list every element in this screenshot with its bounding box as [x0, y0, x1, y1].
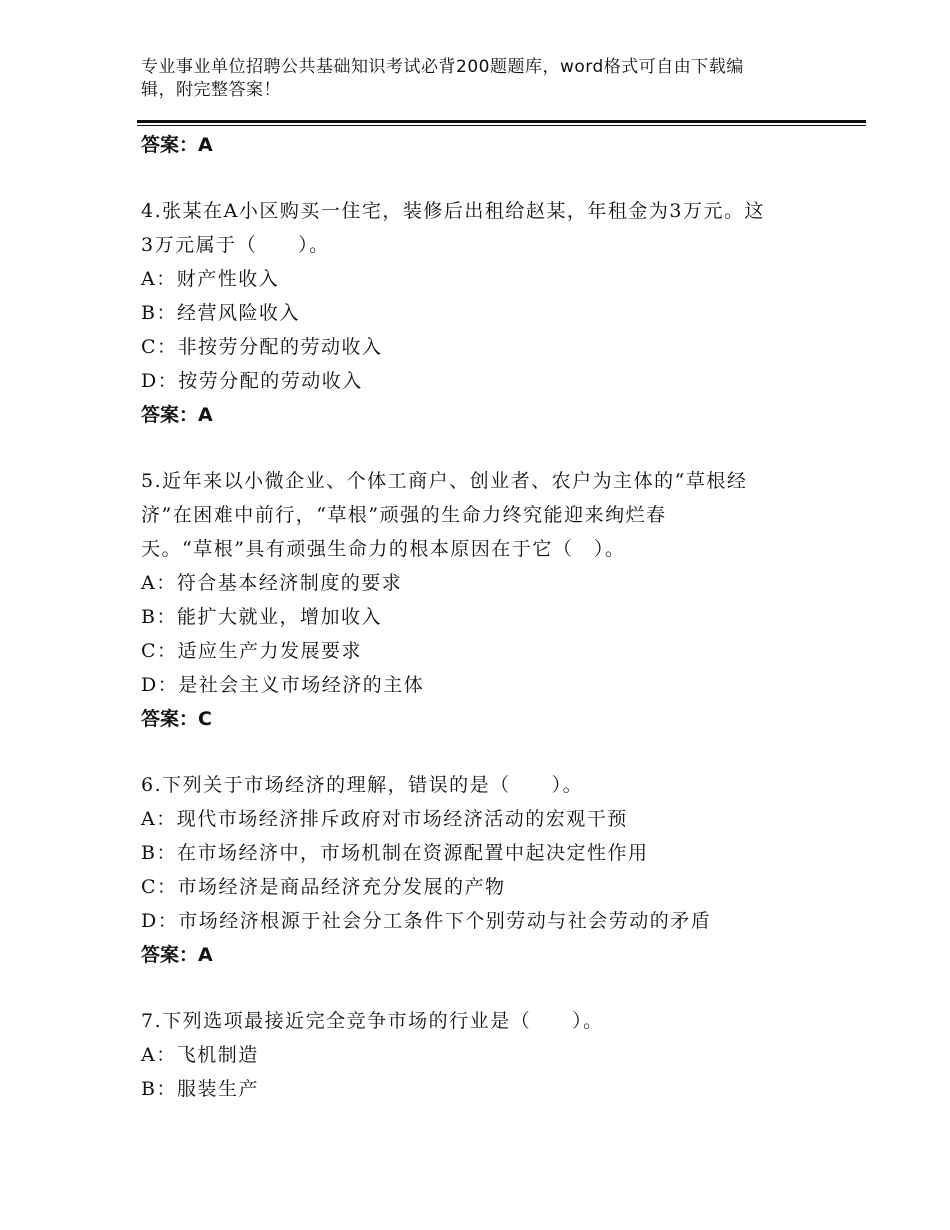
- answer-label: 答案：A: [141, 404, 213, 426]
- page-header: [141, 56, 791, 102]
- option-b: B：经营风险收入: [141, 302, 300, 324]
- question-block: [141, 768, 821, 972]
- spacer: [141, 432, 821, 464]
- question-line: 天。“草根”具有顽强生命力的根本原因在于它（ ）。: [141, 538, 626, 560]
- spacer: [141, 736, 821, 768]
- answer-label: 答案：A: [141, 134, 213, 156]
- answer-label: 答案：A: [141, 944, 213, 966]
- question-line: 5.近年来以小微企业、个体工商户、创业者、农户为主体的“草根经: [141, 470, 748, 492]
- option-c: C：适应生产力发展要求: [141, 640, 363, 662]
- option-a: A：符合基本经济制度的要求: [141, 572, 403, 594]
- option-d: D：市场经济根源于社会分工条件下个别劳动与社会劳动的矛盾: [141, 910, 712, 932]
- question-line: 济”在困难中前行，“草根”顽强的生命力终究能迎来绚烂春: [141, 504, 667, 526]
- question-block: [141, 194, 821, 432]
- option-c: C：非按劳分配的劳动收入: [141, 336, 383, 358]
- spacer: [141, 972, 821, 1004]
- question-line: 3万元属于（ ）。: [141, 234, 330, 256]
- question-line: 7.下列选项最接近完全竞争市场的行业是（ ）。: [141, 1010, 604, 1032]
- question-text: [141, 464, 821, 566]
- answer-label: 答案：C: [141, 708, 212, 730]
- option-a: A：飞机制造: [141, 1044, 259, 1066]
- header-rule-thick: [137, 120, 866, 123]
- question-block: [141, 464, 821, 736]
- option-b: B：服装生产: [141, 1078, 259, 1100]
- spacer: [141, 162, 821, 194]
- question-line: 6.下列关于市场经济的理解，错误的是（ ）。: [141, 774, 584, 796]
- option-b: B：能扩大就业，增加收入: [141, 606, 382, 628]
- option-c: C：市场经济是商品经济充分发展的产物: [141, 876, 506, 898]
- question-text: [141, 1004, 821, 1038]
- question-text: [141, 768, 821, 802]
- option-b: B：在市场经济中，市场机制在资源配置中起决定性作用: [141, 842, 649, 864]
- question-text: [141, 194, 821, 262]
- question-line: 4.张某在A小区购买一住宅，装修后出租给赵某，年租金为3万元。这: [141, 200, 765, 222]
- header-line-1: 专业事业单位招聘公共基础知识考试必背200题题库，word格式可自由下载编: [141, 57, 744, 77]
- option-a: A：财产性收入: [141, 268, 280, 290]
- question-list: [141, 128, 821, 1106]
- header-line-2: 辑，附完整答案！: [141, 80, 281, 100]
- option-a: A：现代市场经济排斥政府对市场经济活动的宏观干预: [141, 808, 628, 830]
- header-rule-thin: [137, 125, 866, 126]
- option-d: D：按劳分配的劳动收入: [141, 370, 363, 392]
- question-block: [141, 1004, 821, 1106]
- option-d: D：是社会主义市场经济的主体: [141, 674, 425, 696]
